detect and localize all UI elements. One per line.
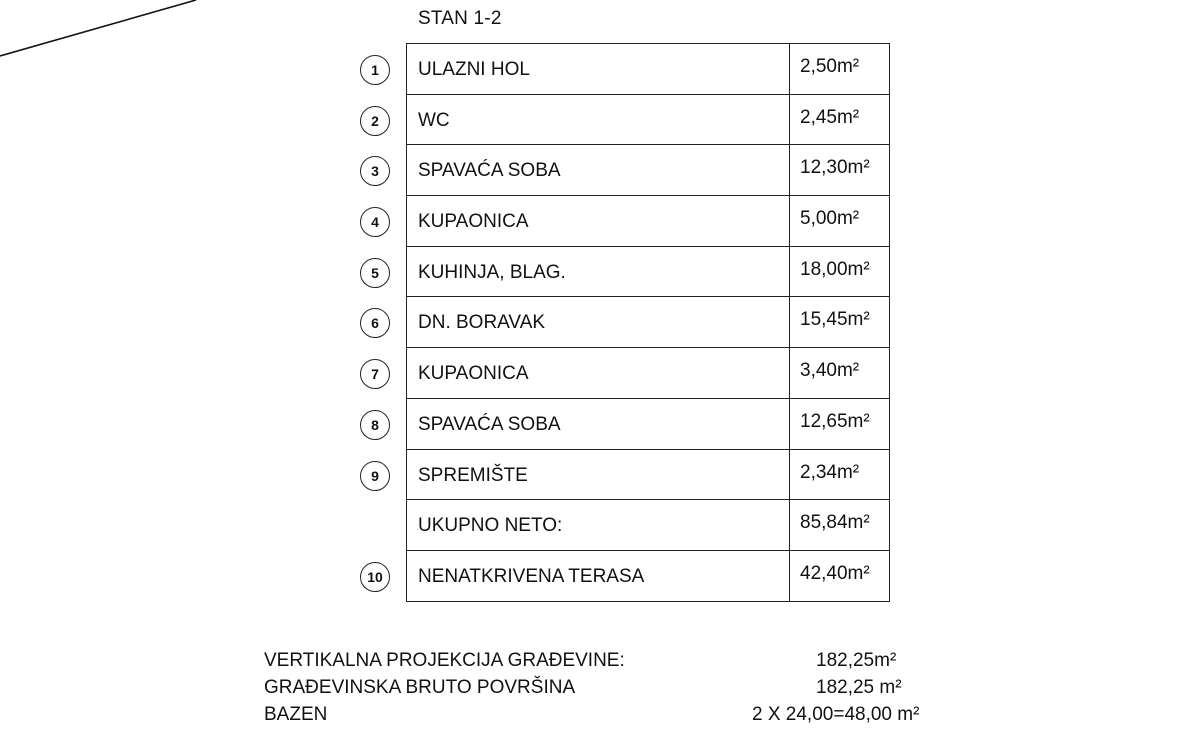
room-name: WC xyxy=(418,109,450,131)
drawing-corner-line xyxy=(0,0,200,60)
building-summary xyxy=(264,650,954,731)
room-area-cell xyxy=(789,95,889,145)
room-number-badge: 10 xyxy=(360,562,390,592)
room-name: DN. BORAVAK xyxy=(418,312,546,334)
summary-label: VERTIKALNA PROJEKCIJA GRAĐEVINE: xyxy=(264,650,625,671)
summary-row-pool xyxy=(264,704,954,731)
room-row xyxy=(371,195,889,246)
room-name: NENATKRIVENA TERASA xyxy=(418,565,645,587)
room-number-badge: 6 xyxy=(360,308,390,338)
room-area-cell xyxy=(789,399,889,449)
room-area: 3,40m² xyxy=(800,360,860,382)
room-area: 15,45m² xyxy=(800,309,870,331)
room-number-badge: 8 xyxy=(360,410,390,440)
room-area: 2,50m² xyxy=(800,56,860,77)
room-area-table xyxy=(367,43,890,602)
room-name: SPREMIŠTE xyxy=(418,464,528,486)
room-row xyxy=(371,449,889,500)
room-name: SPAVAĆA SOBA xyxy=(418,160,561,182)
room-number-badge: 9 xyxy=(360,461,390,491)
room-area-cell xyxy=(789,44,889,94)
room-name: ULAZNI HOL xyxy=(418,59,530,80)
room-area-cell xyxy=(789,500,889,550)
room-name: UKUPNO NETO: xyxy=(418,515,563,537)
room-name: KUPAONICA xyxy=(418,211,529,233)
room-area-cell xyxy=(789,348,889,398)
room-row xyxy=(367,550,889,601)
room-number-badge: 1 xyxy=(360,55,390,85)
room-area-cell xyxy=(789,450,889,500)
room-area-cell xyxy=(789,551,889,601)
room-area: 85,84m² xyxy=(800,512,870,534)
summary-label: BAZEN xyxy=(264,704,328,725)
room-area: 12,65m² xyxy=(800,410,870,432)
room-area-cell xyxy=(789,297,889,347)
room-number-badge: 3 xyxy=(360,156,390,186)
room-row xyxy=(371,398,889,449)
room-area: 2,45m² xyxy=(800,106,860,128)
room-row xyxy=(371,94,889,145)
room-area-cell xyxy=(789,247,889,297)
summary-value: 2 X 24,00=48,00 m² xyxy=(752,704,920,725)
room-number-badge: 7 xyxy=(360,359,390,389)
room-name: SPAVAĆA SOBA xyxy=(418,413,561,435)
room-number-badge: 5 xyxy=(360,258,390,288)
room-area: 18,00m² xyxy=(800,258,870,280)
apartment-title: STAN 1-2 xyxy=(418,8,502,29)
room-number-badge: 4 xyxy=(360,207,390,237)
room-area: 5,00m² xyxy=(800,208,860,230)
summary-value: 182,25m² xyxy=(816,650,897,671)
room-row xyxy=(371,246,889,297)
summary-label: GRAĐEVINSKA BRUTO POVRŠINA xyxy=(264,677,576,698)
room-area-cell xyxy=(789,145,889,195)
total-net-row xyxy=(407,499,889,550)
room-number-badge: 2 xyxy=(360,106,390,136)
summary-row-gross-area xyxy=(264,677,954,704)
room-name: KUHINJA, BLAG. xyxy=(418,261,566,283)
room-name: KUPAONICA xyxy=(418,363,529,385)
room-row xyxy=(371,347,889,398)
summary-row-vertical-projection xyxy=(264,650,954,677)
room-area: 2,34m² xyxy=(800,461,860,483)
room-area: 12,30m² xyxy=(800,157,870,179)
room-area-cell xyxy=(789,196,889,246)
room-row xyxy=(371,43,889,94)
summary-value: 182,25 m² xyxy=(816,677,902,698)
room-area: 42,40m² xyxy=(800,562,870,584)
room-row xyxy=(371,296,889,347)
room-row xyxy=(371,144,889,195)
